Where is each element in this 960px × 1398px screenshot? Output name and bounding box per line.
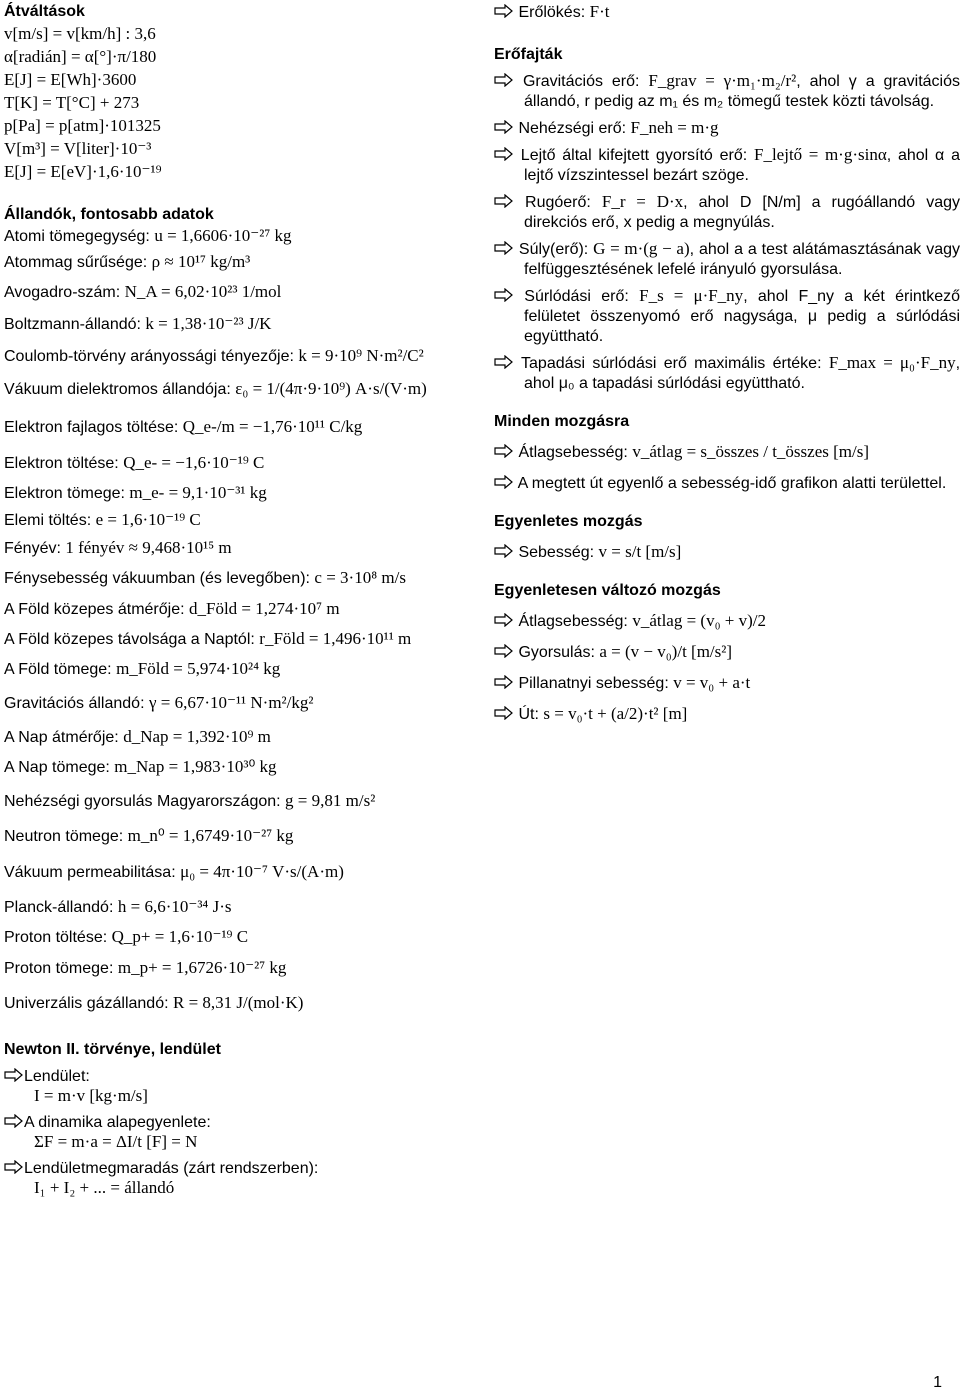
constant-row <box>4 654 474 684</box>
accel-row <box>494 673 960 694</box>
newton-row <box>4 1068 474 1106</box>
left-column <box>4 2 474 1198</box>
constant-label: Univerzális gázállandó: <box>4 995 169 1012</box>
force-label: Súrlódási erő: <box>524 288 629 305</box>
impulse-row <box>494 2 960 23</box>
force-label: Tapadási súrlódási erő maximális értéke: <box>521 355 822 372</box>
constant-label: Proton tömege: <box>4 960 114 977</box>
constant-value: m_e- = 9,1·10⁻³¹ kg <box>129 483 267 502</box>
constant-label: A Nap tömege: <box>4 759 110 776</box>
constant-label: A Föld közepes távolsága a Naptól: <box>4 631 255 648</box>
force-text: , ahol D [N/m] a rugóállandó vagy direkciós erő, x pedig a megnyúlás. <box>524 194 960 231</box>
constant-row <box>4 506 474 534</box>
constants-list <box>4 225 474 1022</box>
constant-row <box>4 722 474 752</box>
accel-label: Gyorsulás: <box>518 644 595 661</box>
accel-label: Pillanatnyi sebesség: <box>518 675 669 692</box>
constant-label: Fénysebesség vákuumban (és levegőben): <box>4 570 310 587</box>
conversion-row: v[m/s] = v[km/h] : 3,6 <box>4 24 156 43</box>
conversion-row: E[J] = E[eV]·1,6·10⁻¹⁹ <box>4 162 162 181</box>
accel-formula: s = v₀·t + (a/2)·t² [m] <box>543 704 688 723</box>
force-row <box>494 118 960 139</box>
impulse-label: Erőlökés: <box>518 4 586 21</box>
forces-title: Erőfajták <box>494 46 563 63</box>
arrow-bullet-icon <box>494 194 514 208</box>
constant-row <box>4 782 474 820</box>
force-row <box>494 239 960 280</box>
arrow-bullet-icon <box>494 288 514 302</box>
accel-title: Egyenletesen változó mozgás <box>494 582 721 599</box>
conversion-row: p[Pa] = p[atm]·101325 <box>4 116 161 135</box>
accel-row <box>494 611 960 632</box>
constant-label: Fényév: <box>4 540 61 557</box>
constant-value: e = 1,6·10⁻¹⁹ C <box>95 510 201 529</box>
constant-value: ε₀ = 1/(4π·9·10⁹) A·s/(V·m) <box>235 379 427 398</box>
accel-formula: v_átlag = (v₀ + v)/2 <box>632 611 766 630</box>
force-text: , ahol F_ny a két érintkező felületet összenyomó erő nagysága, μ pedig a súrlódási együttható. <box>524 288 960 345</box>
constant-row <box>4 534 474 562</box>
arrow-bullet-icon <box>494 241 514 255</box>
force-label: Súly(erő): <box>518 241 589 258</box>
constant-label: Proton töltése: <box>4 929 108 946</box>
newton-label: A dinamika alapegyenlete: <box>24 1114 211 1131</box>
constant-row <box>4 562 474 594</box>
accel-row <box>494 642 960 663</box>
force-text: , ahol μ₀ a tapadási súrlódási együttható. <box>524 355 960 392</box>
arrow-bullet-icon <box>494 444 514 458</box>
accel-formula: a = (v − v₀)/t [m/s²] <box>599 642 733 661</box>
constant-value: c = 3·10⁸ m/s <box>314 568 406 587</box>
arrow-bullet-icon <box>494 355 514 369</box>
constant-label: Planck-állandó: <box>4 899 114 916</box>
constant-value: k = 9·10⁹ N·m²/C² <box>298 346 424 365</box>
constant-value: m_p+ = 1,6726·10⁻²⁷ kg <box>117 958 287 977</box>
constant-value: u = 1,6606·10⁻²⁷ kg <box>154 226 292 245</box>
constant-row <box>4 952 474 984</box>
force-label: Nehézségi erő: <box>518 120 627 137</box>
newton-list <box>4 1068 474 1198</box>
constant-value: d_Föld = 1,274·10⁷ m <box>189 599 340 618</box>
constant-value: γ = 6,67·10⁻¹¹ N·m²/kg² <box>148 693 314 712</box>
constant-value: Q_e-/m = −1,76·10¹¹ C/kg <box>182 417 363 436</box>
constant-label: Elektron töltése: <box>4 455 119 472</box>
forces-list <box>494 71 960 394</box>
force-formula: G = m·(g − a) <box>593 239 690 258</box>
constant-value: m_Föld = 5,974·10²⁴ kg <box>116 659 281 678</box>
uniform-list <box>494 542 960 563</box>
arrow-bullet-icon <box>494 613 514 627</box>
constant-value: d_Nap = 1,392·10⁹ m <box>123 727 271 746</box>
arrow-bullet-icon <box>494 544 514 558</box>
force-text: , ahol γ a gravitációs állandó, r pedig az m₁ és m₂ tömegű testek közti távolság. <box>524 73 960 110</box>
newton-label: Lendület: <box>24 1068 90 1085</box>
conversions-title: Átváltások <box>4 3 85 20</box>
constant-value: r_Föld = 1,496·10¹¹ m <box>259 629 412 648</box>
constant-row <box>4 820 474 852</box>
constant-row <box>4 225 474 247</box>
newton-row <box>4 1160 474 1198</box>
constant-label: A Nap átmérője: <box>4 729 119 746</box>
force-formula: F_r = D·x <box>601 192 684 211</box>
constant-row <box>4 341 474 371</box>
page-number: 1 <box>933 1374 942 1391</box>
arrow-bullet-icon <box>494 4 514 18</box>
constant-row <box>4 307 474 341</box>
constant-value: N_A = 6,02·10²³ 1/mol <box>124 282 282 301</box>
newton-row <box>4 1114 474 1152</box>
constant-row <box>4 684 474 722</box>
constant-row <box>4 447 474 479</box>
all-motion-label: A megtett út egyenlő a sebesség-idő grafikon alatti területtel. <box>517 475 947 492</box>
newton-label: Lendületmegmaradás (zárt rendszerben): <box>24 1160 319 1177</box>
force-label: Lejtő által kifejtett gyorsító erő: <box>520 147 748 164</box>
constant-label: Nehézségi gyorsulás Magyarországon: <box>4 793 281 810</box>
force-text: , ahol a a test alátámasztásának vagy felfüggesztésének lefelé irányuló gyorsulása. <box>524 241 960 278</box>
constant-row <box>4 984 474 1022</box>
constant-value: Q_e- = −1,6·10⁻¹⁹ C <box>123 453 265 472</box>
force-row <box>494 286 960 347</box>
force-text: , ahol α a lejtő vízszintessel bezárt szöge. <box>524 147 960 184</box>
constant-label: Neutron tömege: <box>4 828 124 845</box>
right-column <box>494 2 960 725</box>
constant-label: Elemi töltés: <box>4 512 92 529</box>
constant-label: Vákuum permeabilitása: <box>4 864 176 881</box>
constant-label: A Föld közepes átmérője: <box>4 601 185 618</box>
constant-label: Atomi tömegegység: <box>4 228 150 245</box>
arrow-bullet-icon <box>4 1114 24 1128</box>
arrow-bullet-icon <box>4 1160 24 1174</box>
constant-label: Elektron tömege: <box>4 485 125 502</box>
force-row <box>494 145 960 186</box>
uniform-row <box>494 542 960 563</box>
arrow-bullet-icon <box>494 644 514 658</box>
constant-value: μ₀ = 4π·10⁻⁷ V·s/(A·m) <box>180 862 344 881</box>
arrow-bullet-icon <box>494 706 514 720</box>
newton-value: I = m·v [kg·m/s] <box>34 1086 148 1105</box>
conversion-row: E[J] = E[Wh]·3600 <box>4 70 137 89</box>
all-motion-formula: v_átlag = s_összes / t_összes [m/s] <box>632 442 870 461</box>
constant-value: ρ ≈ 10¹⁷ kg/m³ <box>151 252 251 271</box>
accel-label: Út: <box>518 706 539 723</box>
constant-row <box>4 594 474 624</box>
constant-row <box>4 852 474 892</box>
constant-value: Q_p+ = 1,6·10⁻¹⁹ C <box>111 927 249 946</box>
constant-label: Coulomb-törvény arányossági tényezője: <box>4 348 294 365</box>
arrow-bullet-icon <box>4 1068 24 1082</box>
constant-label: Elektron fajlagos töltése: <box>4 419 179 436</box>
constant-value: 1 fényév ≈ 9,468·10¹⁵ m <box>65 538 232 557</box>
constant-value: h = 6,6·10⁻³⁴ J·s <box>117 897 232 916</box>
constant-value: g = 9,81 m/s² <box>285 791 376 810</box>
constants-title: Állandók, fontosabb adatok <box>4 206 214 223</box>
force-formula: F_s = μ·F_ny <box>639 286 744 305</box>
accel-formula: v = v₀ + a·t <box>673 673 751 692</box>
arrow-bullet-icon <box>494 675 514 689</box>
force-label: Rugóerő: <box>525 194 591 211</box>
constant-label: Gravitációs állandó: <box>4 695 145 712</box>
all-motion-row <box>494 473 960 494</box>
force-formula: F_grav = γ·m₁·m₂/r² <box>648 71 797 90</box>
constant-row <box>4 371 474 407</box>
uniform-label: Sebesség: <box>518 544 595 561</box>
constant-row <box>4 277 474 307</box>
arrow-bullet-icon <box>494 475 514 489</box>
all-motion-row <box>494 442 960 463</box>
constant-row <box>4 479 474 506</box>
constant-value: k = 1,38·10⁻²³ J/K <box>145 314 272 333</box>
all-motion-list <box>494 442 960 494</box>
force-row <box>494 71 960 112</box>
constant-row <box>4 624 474 654</box>
impulse-value: F·t <box>589 2 610 21</box>
force-row <box>494 192 960 233</box>
constant-label: Atommag sűrűsége: <box>4 254 148 271</box>
arrow-bullet-icon <box>494 73 514 87</box>
constant-value: R = 8,31 J/(mol·K) <box>172 993 304 1012</box>
conversion-row: T[K] = T[°C] + 273 <box>4 93 140 112</box>
force-formula: F_neh = m·g <box>630 118 719 137</box>
uniform-title: Egyenletes mozgás <box>494 513 643 530</box>
constant-row <box>4 407 474 447</box>
conversion-row: α[radián] = α[°]·π/180 <box>4 47 157 66</box>
constant-value: m_n⁰ = 1,6749·10⁻²⁷ kg <box>127 826 294 845</box>
constant-row <box>4 247 474 277</box>
newton-value: I₁ + I₂ + ... = állandó <box>34 1178 175 1197</box>
accel-label: Átlagsebesség: <box>518 613 628 630</box>
force-label: Gravitációs erő: <box>522 73 640 90</box>
constant-row <box>4 922 474 952</box>
force-formula: F_lejtő = m·g·sinα <box>754 145 887 164</box>
newton-title: Newton II. törvénye, lendület <box>4 1041 221 1058</box>
conversions-list <box>4 22 474 183</box>
uniform-formula: v = s/t [m/s] <box>598 542 682 561</box>
constant-label: Avogadro-szám: <box>4 284 121 301</box>
constant-row <box>4 892 474 922</box>
force-row <box>494 353 960 394</box>
constant-label: Vákuum dielektromos állandója: <box>4 381 231 398</box>
arrow-bullet-icon <box>494 120 514 134</box>
conversion-row: V[m³] = V[liter]·10⁻³ <box>4 139 152 158</box>
accel-row <box>494 704 960 725</box>
arrow-bullet-icon <box>494 147 514 161</box>
constant-value: m_Nap = 1,983·10³⁰ kg <box>114 757 277 776</box>
all-motion-title: Minden mozgásra <box>494 413 630 430</box>
force-formula: F_max = μ₀·F_ny <box>828 353 956 372</box>
constant-label: Boltzmann-állandó: <box>4 316 141 333</box>
constant-row <box>4 752 474 782</box>
constant-label: A Föld tömege: <box>4 661 112 678</box>
newton-value: ΣF = m·a = ΔI/t [F] = N <box>34 1132 198 1151</box>
accel-list <box>494 611 960 725</box>
all-motion-label: Átlagsebesség: <box>518 444 628 461</box>
